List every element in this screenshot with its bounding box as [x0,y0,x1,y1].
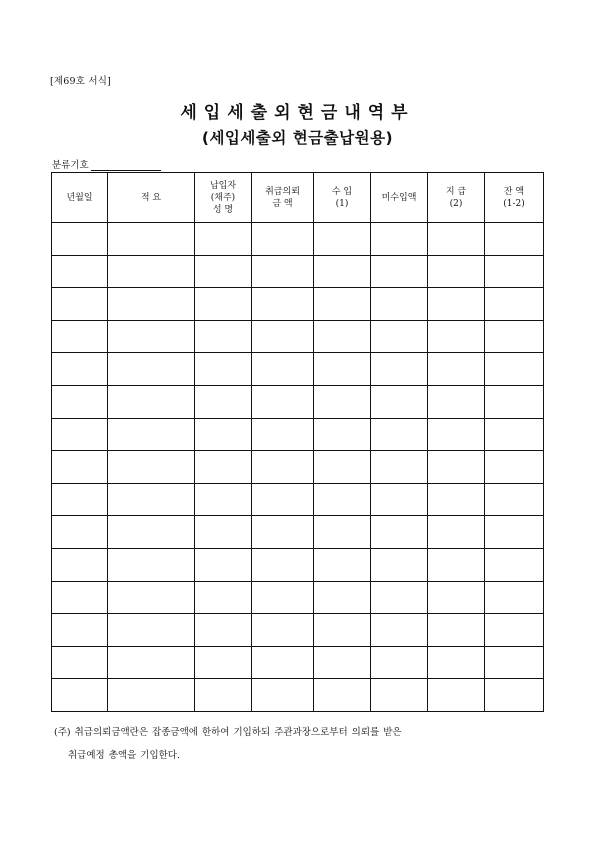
footnote-line-2: 취급예정 총액을 기입한다. [68,750,181,761]
table-cell[interactable] [52,288,108,321]
table-cell[interactable] [485,646,544,679]
table-cell[interactable] [428,483,485,516]
table-cell[interactable] [108,548,195,581]
table-cell[interactable] [52,320,108,353]
table-cell[interactable] [371,353,428,386]
table-cell[interactable] [52,451,108,484]
table-cell[interactable] [195,483,252,516]
table-cell[interactable] [252,353,314,386]
table-cell[interactable] [108,223,195,256]
table-cell[interactable] [314,614,371,647]
table-cell[interactable] [371,679,428,712]
header-requested-amount: 취급의뢰 금 액 [252,173,314,223]
table-cell[interactable] [52,516,108,549]
table-cell[interactable] [485,223,544,256]
table-cell[interactable] [428,418,485,451]
table-row [52,548,544,581]
table-cell[interactable] [252,451,314,484]
table-cell[interactable] [371,288,428,321]
classification-label: 분류기호 [52,160,89,171]
table-cell[interactable] [428,385,485,418]
table-cell[interactable] [314,320,371,353]
table-cell[interactable] [485,581,544,614]
table-cell[interactable] [314,288,371,321]
table-cell[interactable] [428,614,485,647]
table-cell[interactable] [485,320,544,353]
table-cell[interactable] [485,255,544,288]
table-cell[interactable] [428,451,485,484]
table-row [52,255,544,288]
table-cell[interactable] [371,418,428,451]
table-cell[interactable] [485,516,544,549]
table-cell[interactable] [485,483,544,516]
table-cell[interactable] [195,516,252,549]
header-payer-name: 납입자 (채주) 성 명 [195,173,252,223]
table-cell[interactable] [314,255,371,288]
table-cell[interactable] [485,385,544,418]
page-subtitle: (세입세출외 현금출납원용) [201,129,394,147]
table-cell[interactable] [428,353,485,386]
table-cell[interactable] [314,548,371,581]
table-cell[interactable] [314,483,371,516]
table-row [52,483,544,516]
table-cell[interactable] [195,353,252,386]
table-cell[interactable] [52,255,108,288]
table-cell[interactable] [52,646,108,679]
table-cell[interactable] [252,483,314,516]
table-cell[interactable] [314,418,371,451]
table-cell[interactable] [314,451,371,484]
table-cell[interactable] [108,581,195,614]
table-cell[interactable] [371,223,428,256]
header-description: 적 요 [108,173,195,223]
table-cell[interactable] [371,385,428,418]
ledger-body [52,223,544,712]
table-cell[interactable] [314,646,371,679]
header-balance: 잔 액 (1-2) [485,173,544,223]
table-cell[interactable] [195,614,252,647]
form-number: [제69호 서식] [50,76,112,87]
table-cell[interactable] [371,451,428,484]
table-cell[interactable] [428,516,485,549]
table-cell[interactable] [428,320,485,353]
table-cell[interactable] [428,288,485,321]
table-cell[interactable] [195,255,252,288]
table-cell[interactable] [252,223,314,256]
table-cell[interactable] [195,320,252,353]
table-cell[interactable] [485,451,544,484]
table-header-row [52,173,544,223]
table-row [52,288,544,321]
table-cell[interactable] [195,548,252,581]
table-cell[interactable] [371,581,428,614]
table-cell[interactable] [371,516,428,549]
table-cell[interactable] [252,548,314,581]
table-cell[interactable] [252,581,314,614]
table-row [52,581,544,614]
table-cell[interactable] [314,581,371,614]
table-cell[interactable] [371,614,428,647]
table-cell[interactable] [314,353,371,386]
table-row [52,418,544,451]
table-cell[interactable] [52,614,108,647]
table-cell[interactable] [52,581,108,614]
table-cell[interactable] [314,223,371,256]
table-row [52,451,544,484]
table-cell[interactable] [314,385,371,418]
header-payments: 지 급 (2) [428,173,485,223]
table-cell[interactable] [195,288,252,321]
table-cell[interactable] [485,548,544,581]
table-cell[interactable] [252,385,314,418]
table-cell[interactable] [252,288,314,321]
table-row [52,320,544,353]
header-receipts: 수 입 (1) [314,173,371,223]
table-cell[interactable] [52,548,108,581]
table-cell[interactable] [485,353,544,386]
table-cell[interactable] [371,646,428,679]
table-cell[interactable] [314,679,371,712]
table-cell[interactable] [428,646,485,679]
table-cell[interactable] [108,385,195,418]
table-cell[interactable] [108,516,195,549]
table-cell[interactable] [485,418,544,451]
table-cell[interactable] [252,646,314,679]
table-cell[interactable] [252,516,314,549]
table-cell[interactable] [108,679,195,712]
table-cell[interactable] [108,418,195,451]
table-cell[interactable] [195,581,252,614]
table-cell[interactable] [485,614,544,647]
table-cell[interactable] [371,255,428,288]
table-cell[interactable] [195,451,252,484]
table-cell[interactable] [108,288,195,321]
table-cell[interactable] [195,385,252,418]
table-cell[interactable] [428,255,485,288]
page-title: 세입세출외현금내역부 [180,103,415,123]
classification-blank-line[interactable] [91,160,161,171]
table-cell[interactable] [428,548,485,581]
table-cell[interactable] [108,451,195,484]
table-cell[interactable] [252,255,314,288]
table-cell[interactable] [52,679,108,712]
table-cell[interactable] [108,614,195,647]
table-cell[interactable] [428,679,485,712]
table-cell[interactable] [252,679,314,712]
table-cell[interactable] [108,255,195,288]
table-cell[interactable] [252,614,314,647]
table-cell[interactable] [195,679,252,712]
table-cell[interactable] [52,353,108,386]
table-cell[interactable] [371,483,428,516]
table-cell[interactable] [108,483,195,516]
table-cell[interactable] [428,581,485,614]
table-cell[interactable] [108,353,195,386]
table-cell[interactable] [195,646,252,679]
table-row [52,223,544,256]
footnote-line-1: (주) 취급의뢰금액란은 잡종금액에 한하여 기입하되 주관과장으로부터 의뢰를 받은 [54,727,402,738]
table-row [52,679,544,712]
table-row [52,516,544,549]
table-cell[interactable] [252,320,314,353]
table-cell[interactable] [252,418,314,451]
table-cell[interactable] [371,548,428,581]
table-row [52,353,544,386]
ledger-table [51,172,544,712]
table-cell[interactable] [52,223,108,256]
table-cell[interactable] [52,385,108,418]
table-cell[interactable] [108,646,195,679]
classification-code [52,157,161,171]
table-cell[interactable] [371,320,428,353]
table-cell[interactable] [195,223,252,256]
table-cell[interactable] [195,418,252,451]
table-row [52,646,544,679]
header-date: 년월일 [52,173,108,223]
header-uncollected: 미수입액 [371,173,428,223]
table-cell[interactable] [428,223,485,256]
table-cell[interactable] [52,418,108,451]
table-cell[interactable] [52,483,108,516]
table-cell[interactable] [485,679,544,712]
table-cell[interactable] [108,320,195,353]
table-row [52,614,544,647]
table-row [52,385,544,418]
table-cell[interactable] [314,516,371,549]
table-cell[interactable] [485,288,544,321]
